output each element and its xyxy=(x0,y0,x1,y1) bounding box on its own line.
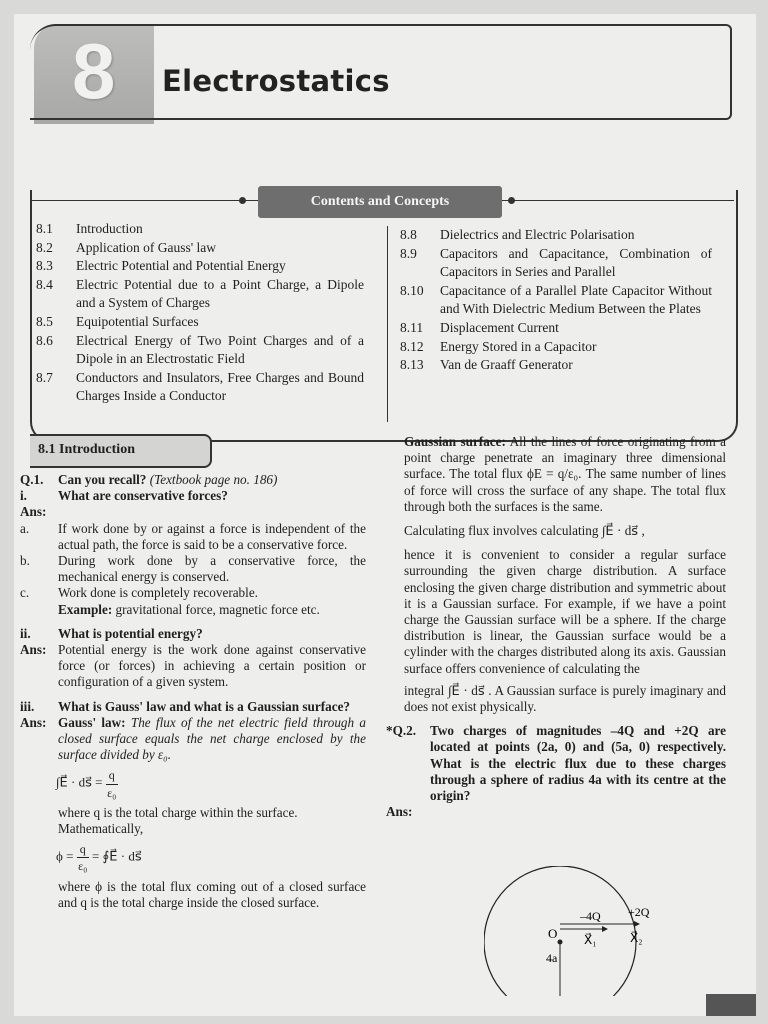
gaussian-sphere-diagram xyxy=(484,866,724,996)
radius-label: 4a xyxy=(546,951,558,965)
where-phi-text: where ϕ is the total flux coming out of a closed surface and q is the total charge inside the closed surface. xyxy=(58,878,366,910)
x2-label: X⃗₂ xyxy=(630,931,643,945)
toc-item: 8.8 Dielectrics and Electric Polarisation xyxy=(400,227,635,242)
toc-item: 8.7 Conductors and Insulators, Free Charges and Bound Charges Inside a Conductor xyxy=(36,369,364,404)
section-heading xyxy=(30,434,212,468)
gauss-law-formula: ∫E⃗ · ds⃗ = $\frac{q}{\text{ε₀}}$ xyxy=(56,768,117,800)
gaussian-surface-paragraph: Gaussian surface: All the lines of force originating from a point charge penetrate an imaginary three dimensional surface. The total flux ϕE = q/ε₀. The same number of lines of force will cross the surface of any shape. The total flux through both the surfaces is the same. xyxy=(404,434,726,514)
charge-pos-2q-label: +2Q xyxy=(628,905,650,919)
integral-paragraph: integral ∫E⃗ · ds⃗ . A Gaussian surface is purely imaginary and does not exist physically. xyxy=(404,682,726,715)
answer-b: b. During work done by a conservative force, the mechanical energy is conserved. xyxy=(20,553,366,585)
question-1-ii: ii. What is potential energy? xyxy=(20,625,203,641)
answer-iii: Ans: Gauss' law: The flux of the net electric field through a closed surface equals the net charge enclosed by the surface divided by ε₀. xyxy=(20,714,366,763)
toc-item: 8.3 Electric Potential and Potential Energy xyxy=(36,258,286,274)
flux-formula: ϕ = $\frac{q}{\text{ε₀}}$ = ∮E⃗ · ds⃗ xyxy=(56,842,142,874)
toc-left xyxy=(36,220,364,406)
mathematically-text: Mathematically, xyxy=(58,821,144,837)
answer-c: c. Work done is completely recoverable. Example: gravitational force, magnetic force etc. xyxy=(20,585,320,617)
right-column xyxy=(386,434,726,820)
contents-tag: Contents and Concepts xyxy=(258,186,502,218)
toc-right xyxy=(400,226,712,375)
x1-label: X⃗₁ xyxy=(584,933,597,947)
question-1-i: i. What are conservative forces? xyxy=(20,488,228,504)
question-1: Q.1. Can you recall? (Textbook page no. 186) xyxy=(20,472,278,487)
contents-divider xyxy=(387,226,388,422)
chapter-title: Electrostatics xyxy=(162,64,390,98)
chapter-number: 8 xyxy=(72,27,116,115)
toc-item: 8.13 Van de Graaff Generator xyxy=(400,357,573,373)
toc-item: 8.6 Electrical Energy of Two Point Charges and of a Dipole in an Electrostatic Field xyxy=(36,332,364,367)
answer-ii: Ans: Potential energy is the work done against conservative force (or forces) in achieving a certain position or configuration of a given system. xyxy=(20,642,366,690)
answer-a: a. If work done by or against a force is independent of the actual path, the force is said to be a conservative force. xyxy=(20,520,366,552)
toc-item: 8.1 Introduction xyxy=(36,221,143,236)
convenient-surface-paragraph: hence it is convenient to consider a regular surface surrounding the given charge distribution. A surface enclosing the given charge distribution and symmetric about it is a Gaussian surface. For example, if we have a point charge the Gaussian surface will be a sphere. If the charge distribution is linear, the Gaussian surface would be a cylinder with the charges distributed along its axis. Gaussian surface offers convenience of calculating the xyxy=(404,547,726,676)
x2-arrowhead xyxy=(634,921,640,927)
where-q-text: where q is the total charge within the surface. xyxy=(58,804,298,820)
q2-answer-label: Ans: xyxy=(386,804,413,820)
textbook-page xyxy=(14,14,756,1016)
toc-item: 8.4 Electric Potential due to a Point Charge, a Dipole and a System of Charges xyxy=(36,276,364,311)
toc-item: 8.10 Capacitance of a Parallel Plate Capacitor Without and With Dielectric Medium Between the Plates xyxy=(400,282,712,317)
toc-item: 8.11 Displacement Current xyxy=(400,319,559,335)
origin-label: O xyxy=(548,926,558,941)
page-corner-tab xyxy=(706,994,756,1016)
calculating-flux-text: Calculating flux involves calculating ∫E⃗ · ds⃗ , xyxy=(404,523,645,539)
toc-item: 8.2 Application of Gauss' law xyxy=(36,239,217,255)
x1-arrowhead xyxy=(602,926,608,932)
toc-item: 8.9 Capacitors and Capacitance, Combination of Capacitors in Series and Parallel xyxy=(400,245,712,280)
answer-label: Ans: xyxy=(20,504,47,520)
question-1-iii: iii. What is Gauss' law and what is a Gaussian surface? xyxy=(20,698,351,714)
toc-item: 8.12 Energy Stored in a Capacitor xyxy=(400,338,597,354)
charge-neg-4q-label: –4Q xyxy=(580,909,601,923)
section-heading-text: 8.1 Introduction xyxy=(38,442,135,457)
question-2: *Q.2. Two charges of magnitudes –4Q and +2Q are located at points (2a, 0) and (5a, 0) respectively. What is the electric flux due to these charges through a sphere of radius 4a with its centre at the origin? xyxy=(386,723,726,804)
toc-item: 8.5 Equipotential Surfaces xyxy=(36,313,199,329)
left-column xyxy=(20,472,366,911)
